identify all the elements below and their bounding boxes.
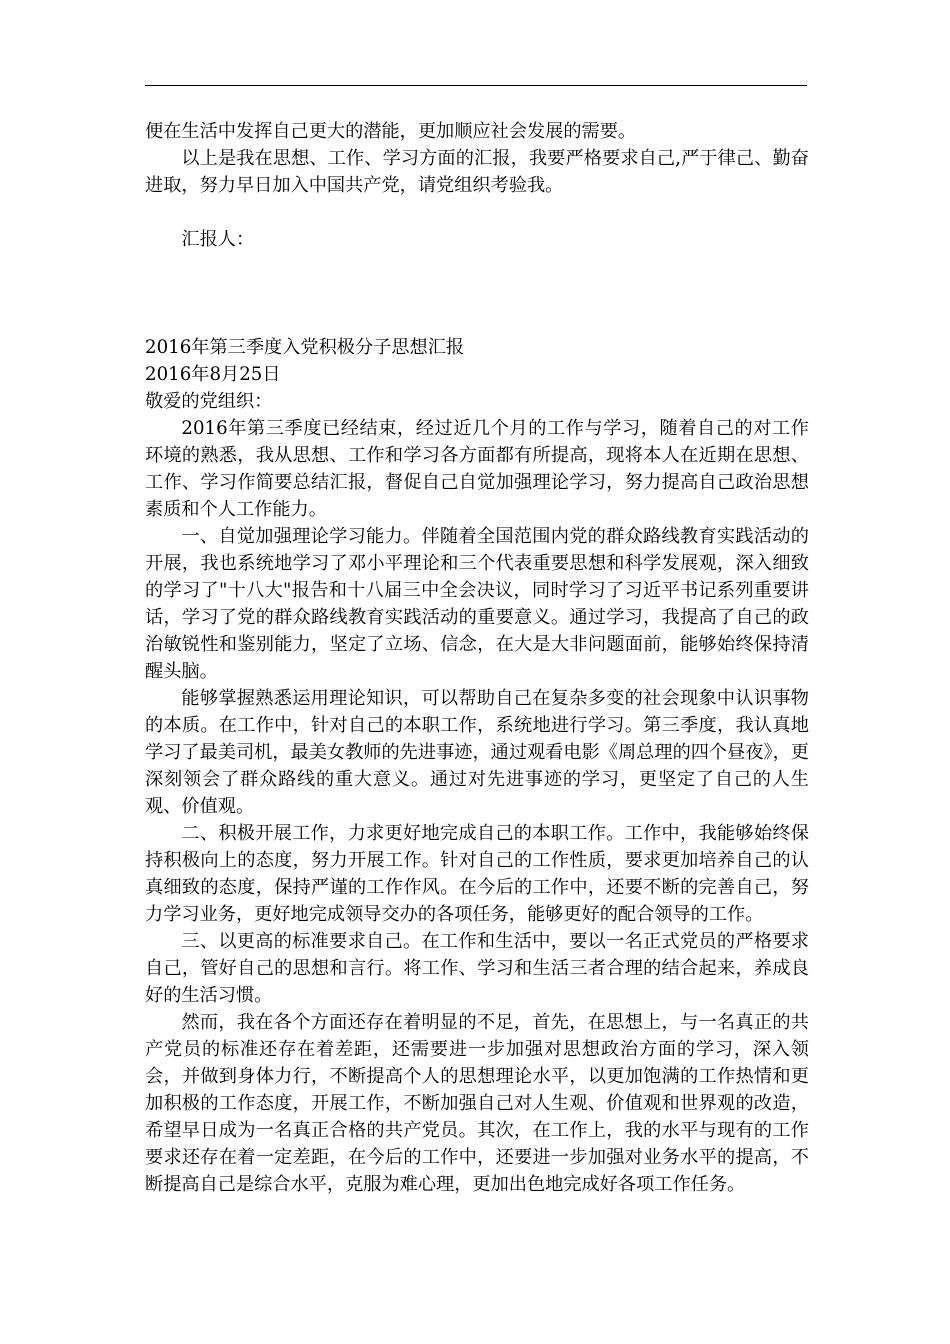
report-paragraph: 二、积极开展工作，力求更好地完成自己的本职工作。工作中，我能够始终保持积极向上的态度，努力开展工作。针对自己的工作性质，要求更加培养自己的认真细致的态度，保持严谨的工作作风。在今后的工作中，还要不断的完善自己，努力学习业务，更好地完成领导交办的各项任务，能够更好的配合领导的工作。 <box>145 823 809 925</box>
report-title: 2016年第三季度入党积极分子思想汇报 <box>145 337 465 358</box>
previous-report-closing: 以上是我在思想、工作、学习方面的汇报，我要严格要求自己,严于律己、勤奋进取，努力早日加入中国共产党，请党组织考验我。 <box>145 148 809 196</box>
report-paragraph: 然而，我在各个方面还存在着明显的不足，首先，在思想上，与一名真正的共产党员的标准还存在着差距，还需要进一步加强对思想政治方面的学习，深入领会，并做到身体力行，不断提高个人的思想理论水平，以更加饱满的工作热情和更加积极的工作态度，开展工作，不断加强自己对人生观、价值观和世界观的改造，希望早日成为一名真正合格的共产党员。其次，在工作上，我的水平与现有的工作要求还存在着一定差距，在今后的工作中，还要进一步加强对业务水平的提高，不断提高自己是综合水平，克服为难心理，更加出色地完成好各项工作任务。 <box>145 1012 809 1195</box>
previous-report-continuation: 便在生活中发挥自己更大的潜能，更加顺应社会发展的需要。 <box>145 121 637 142</box>
report-paragraph: 一、自觉加强理论学习能力。伴随着全国范围内党的群众路线教育实践活动的开展，我也系统地学习了邓小平理论和三个代表重要思想和科学发展观，深入细致的学习了"十八大"报告和十八届三中全会决议，同时学习了习近平书记系列重要讲话，学习了党的群众路线教育实践活动的重要意义。通过学习，我提高了自己的政治敏锐性和鉴别能力，坚定了立场、信念，在大是大非问题面前，能够始终保持清醒头脑。 <box>145 526 809 682</box>
header-rule <box>145 85 807 86</box>
report-paragraph: 2016年第三季度已经结束，经过近几个月的工作与学习，随着自己的对工作环境的熟悉，我从思想、工作和学习各方面都有所提高，现将本人在近期在思想、工作、学习作简要总结汇报，督促自己自觉加强理论学习，努力提高自己政治思想素质和个人工作能力。 <box>145 418 809 520</box>
report-salutation: 敬爱的党组织： <box>145 391 273 412</box>
report-paragraph: 三、以更高的标准要求自己。在工作和生活中，要以一名正式党员的严格要求自己，管好自己的思想和言行。将工作、学习和生活三者合理的结合起来，养成良好的生活习惯。 <box>145 931 809 1006</box>
spacer <box>145 253 809 334</box>
document-body <box>145 118 809 1198</box>
signature-line: 汇报人： <box>181 229 255 250</box>
spacer <box>145 199 809 226</box>
report-date: 2016年8月25日 <box>145 364 281 385</box>
report-paragraph: 能够掌握熟悉运用理论知识，可以帮助自己在复杂多变的社会现象中认识事物的本质。在工作中，针对自己的本职工作，系统地进行学习。第三季度，我认真地学习了最美司机，最美女教师的先进事迹，通过观看电影《周总理的四个昼夜》，更深刻领会了群众路线的重大意义。通过对先进事迹的学习，更坚定了自己的人生观、价值观。 <box>145 688 809 817</box>
